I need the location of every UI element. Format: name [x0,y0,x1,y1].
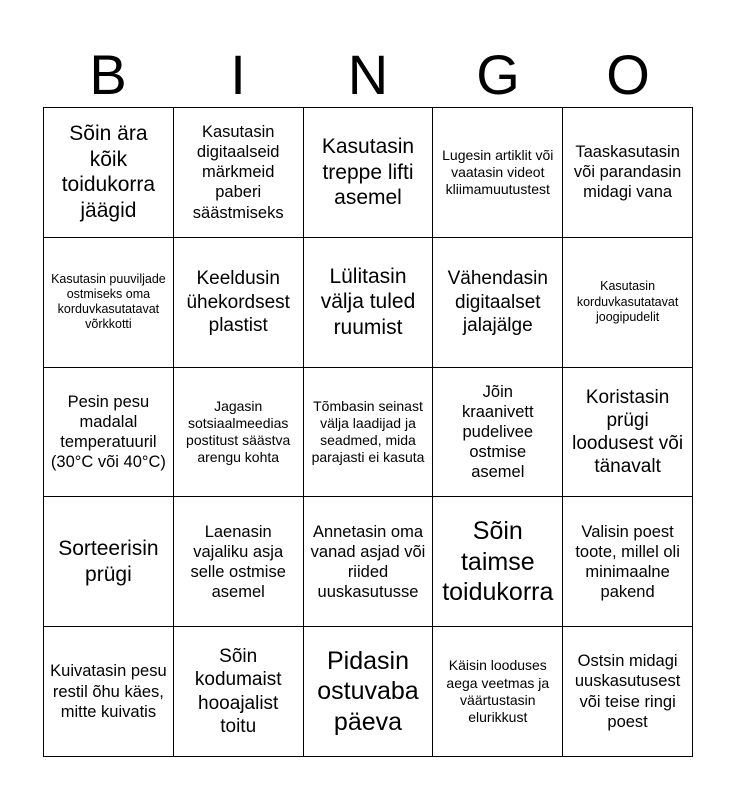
bingo-cell-text: Lülitasin välja tuled ruumist [320,264,416,339]
bingo-cell-text: Sorteerisin prügi [58,537,159,586]
bingo-cell-6[interactable] [44,238,174,368]
bingo-cell-text: Jagasin sotsiaalmeedias postitust säästva arengu kohta [186,397,291,466]
bingo-grid [43,107,693,757]
bingo-cell-text: Sõin taimse toidukorra [442,517,554,607]
bingo-cell-text: Laenasin vajaliku asja selle ostmise asemel [190,522,286,601]
bingo-cell-25[interactable] [563,627,693,757]
bingo-cell-text: Sõin ära kõik toidukorra jäägid [61,122,156,222]
bingo-cell-22[interactable] [174,627,304,757]
bingo-cell-text: Kasutasin digitaalseid märkmeid paberi säästmiseks [192,123,284,222]
header-letter-b: B [89,43,127,106]
bingo-cell-15[interactable] [563,368,693,498]
bingo-cell-text: Pesin pesu madalal temperatuuril (30°C või 40°C) [50,392,166,472]
bingo-cell-11[interactable] [44,368,174,498]
header-letter-i: I [230,43,246,106]
header-letter-o: O [606,43,650,106]
header-letter-g: G [476,43,520,106]
bingo-cell-24[interactable] [433,627,563,757]
bingo-cell-16[interactable] [44,497,174,627]
bingo-cell-text: Tõmbasin seinast välja laadijad ja seadmed, mida parajasti ei kasuta [311,397,425,466]
bingo-cell-text: Ostsin midagi uuskasutusest või teise ringi poest [574,652,681,731]
bingo-cell-text: Lugesin artiklit või vaatasin videot kliimamuutustest [442,146,554,197]
bingo-cell-12[interactable] [174,368,304,498]
bingo-cell-text: Kasutasin korduvkasutatavat joogipudelit [576,279,679,324]
bingo-cell-4[interactable] [433,108,563,238]
bingo-cell-text: Kasutasin puuviljade ostmiseks oma korduvkasutatavat võrkkotti [51,271,166,332]
bingo-cell-23[interactable] [304,627,434,757]
bingo-cell-19[interactable] [433,497,563,627]
bingo-cell-text: Valisin poest toote, millel oli minimaalne pakend [575,522,680,601]
bingo-cell-20[interactable] [563,497,693,627]
bingo-cell-text: Käisin looduses aega veetmas ja väärtustasin elurikkust [446,657,550,725]
bingo-cell-text: Kasutasin treppe lifti asemel [321,134,415,210]
header-letter-n: N [347,43,389,106]
bingo-cell-5[interactable] [563,108,693,238]
bingo-cell-8[interactable] [304,238,434,368]
bingo-cell-text: Vähendasin digitaalset jalajälge [447,268,548,336]
bingo-cell-17[interactable] [174,497,304,627]
bingo-cell-text: Pidasin ostuvaba päeva [317,646,419,736]
bingo-cell-text: Kuivatasin pesu restil õhu käes, mitte kuivatis [50,662,167,721]
bingo-cell-9[interactable] [433,238,563,368]
bingo-cell-21[interactable] [44,627,174,757]
bingo-cell-text: Keeldusin ühekordsest plastist [186,268,290,336]
bingo-cell-1[interactable] [44,108,174,238]
bingo-cell-7[interactable] [174,238,304,368]
bingo-cell-text: Taaskasutasin või parandasin midagi vana [573,143,682,202]
bingo-cell-13[interactable] [304,368,434,498]
bingo-header [43,42,693,108]
bingo-cell-18[interactable] [304,497,434,627]
bingo-cell-10[interactable] [563,238,693,368]
bingo-cell-text: Jõin kraanivett pudelivee ostmise asemel [462,382,534,482]
bingo-cell-text: Annetasin oma vanad asjad või riided uuskasutusse [310,522,426,601]
bingo-cell-text: Sõin kodumaist hooajalist toitu [194,646,282,737]
bingo-cell-3[interactable] [304,108,434,238]
bingo-cell-text: Koristasin prügi loodusest või tänavalt [572,386,684,478]
bingo-cell-2[interactable] [174,108,304,238]
bingo-cell-14[interactable] [433,368,563,498]
